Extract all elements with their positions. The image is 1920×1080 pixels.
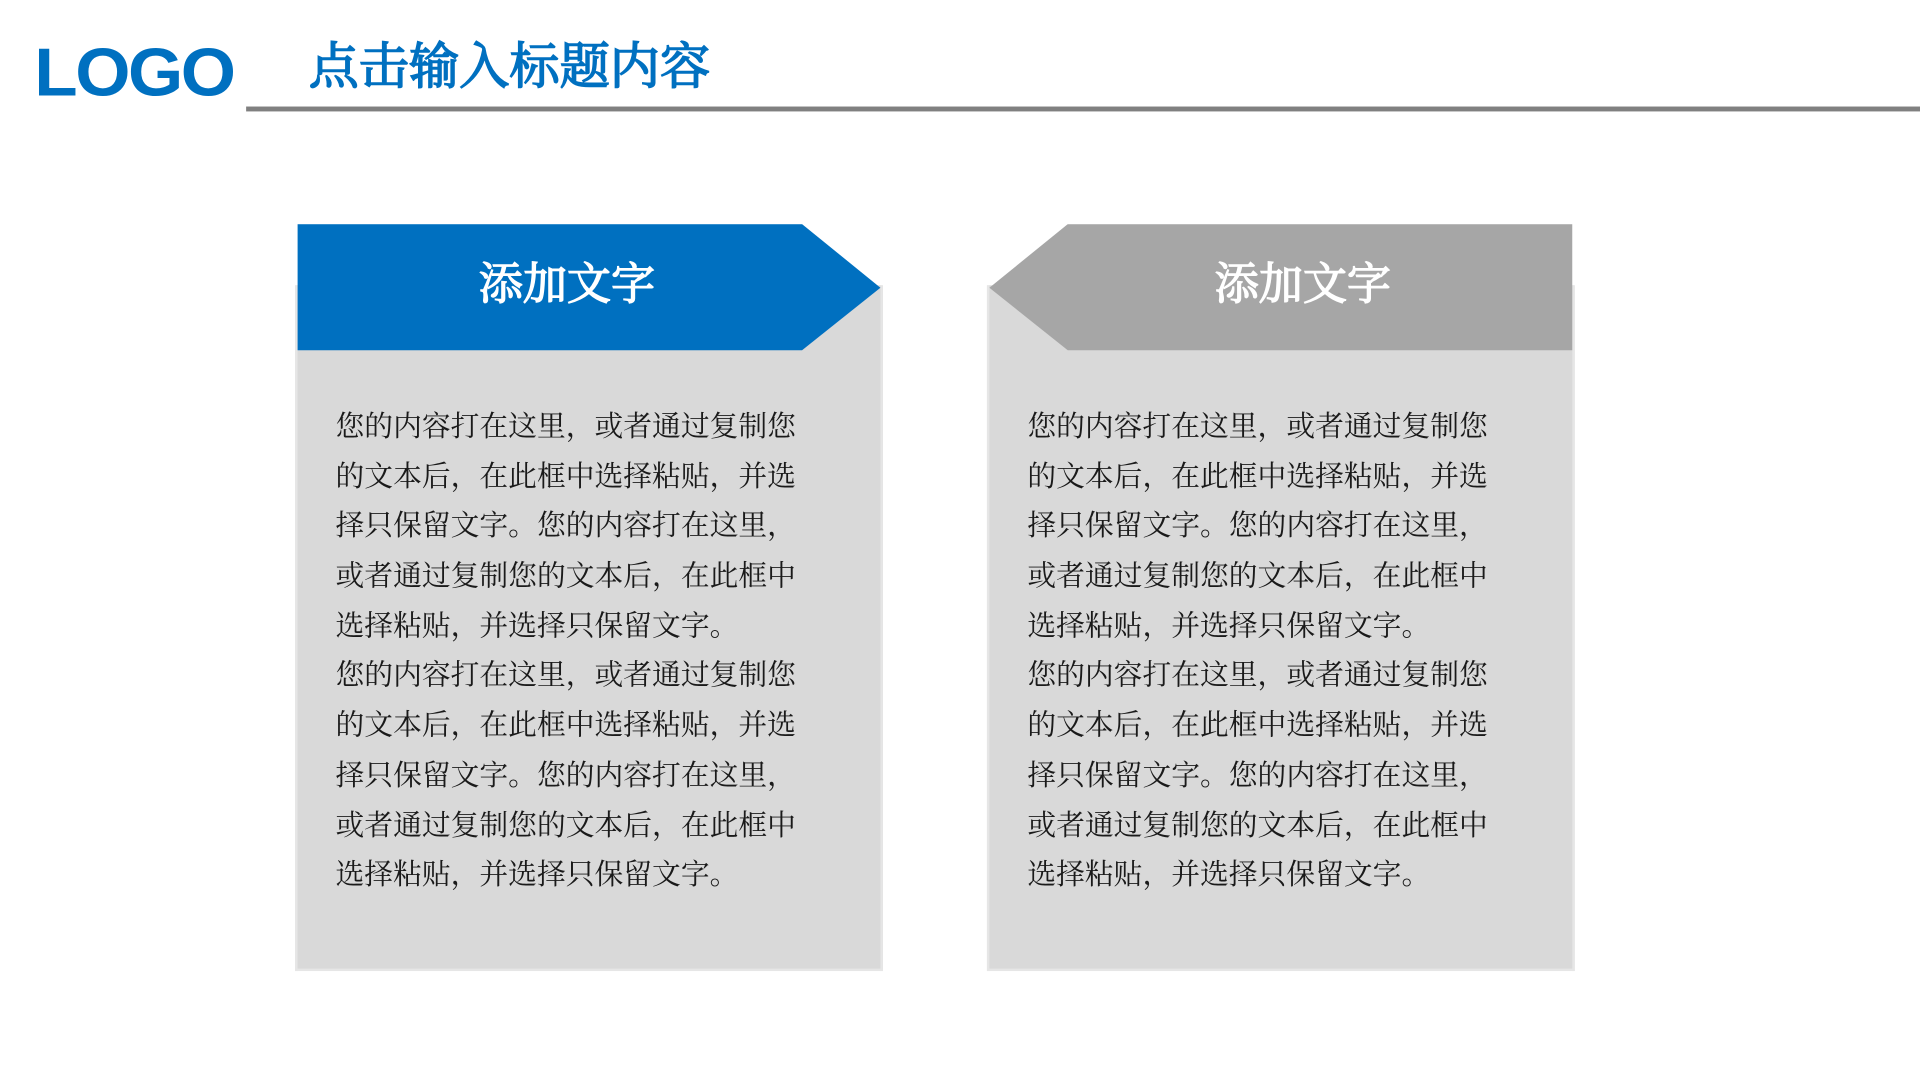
text-line: 择只保留文字。您的内容打在这里，	[1027, 757, 1488, 793]
card-right-text[interactable]	[1027, 402, 1566, 900]
text-line: 选择粘贴，并选择只保留文字。	[1027, 608, 1431, 643]
text-line: 或者通过复制您的文本后，在此框中	[1027, 807, 1488, 842]
text-line: 选择粘贴，并选择只保留文字。	[335, 857, 739, 892]
text-line: 的文本后，在此框中选择粘贴，并选	[1027, 707, 1488, 743]
text-line: 选择粘贴，并选择只保留文字。	[335, 608, 739, 643]
text-line: 选择粘贴，并选择只保留文字。	[1027, 857, 1431, 892]
text-line: 择只保留文字。您的内容打在这里，	[335, 757, 796, 793]
text-line: 您的内容打在这里，或者通过复制您	[1027, 408, 1488, 444]
text-line: 或者通过复制您的文本后，在此框中	[335, 558, 796, 593]
text-line: 您的内容打在这里，或者通过复制您	[1027, 658, 1488, 693]
text-line: 的文本后，在此框中选择粘贴，并选	[335, 707, 796, 743]
text-line: 您的内容打在这里，或者通过复制您	[335, 658, 796, 693]
text-line: 或者通过复制您的文本后，在此框中	[335, 807, 796, 842]
text-line: 您的内容打在这里，或者通过复制您	[335, 408, 796, 444]
header-divider	[246, 107, 1920, 112]
page-title[interactable]: 点击输入标题内容	[308, 36, 711, 96]
text-line: 择只保留文字。您的内容打在这里，	[335, 508, 796, 543]
text-line: 的文本后，在此框中选择粘贴，并选	[335, 458, 796, 494]
text-line: 或者通过复制您的文本后，在此框中	[1027, 558, 1488, 593]
card-left-text[interactable]	[336, 402, 875, 900]
card-right-title[interactable]: 添加文字	[1214, 259, 1392, 310]
text-line: 择只保留文字。您的内容打在这里，	[1027, 508, 1488, 543]
logo: LOGO	[34, 35, 234, 111]
text-line: 的文本后，在此框中选择粘贴，并选	[1027, 458, 1488, 494]
card-left-title[interactable]: 添加文字	[478, 259, 656, 310]
